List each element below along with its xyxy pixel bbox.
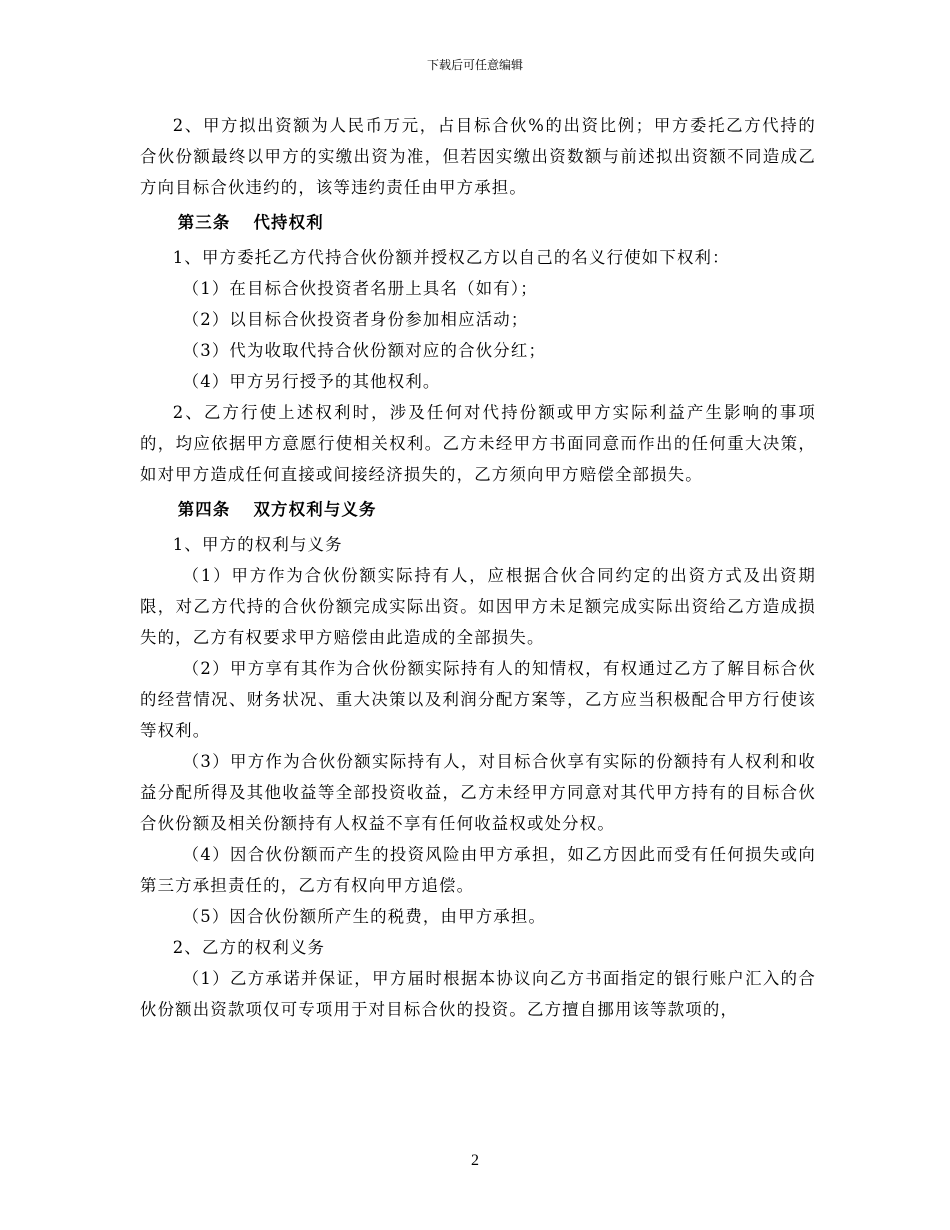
list-item: （4）因合伙份额而产生的投资风险由甲方承担，如乙方因此而受有任何损失或向第三方承担责任的，乙方有权向甲方追偿。: [140, 845, 816, 895]
paragraph: 2、甲方拟出资额为人民币万元，占目标合伙%的出资比例；甲方委托乙方代持的合伙份额最终以甲方的实缴出资为准，但若因实缴出资数额与前述拟出资额不同造成乙方向目标合伙违约的，该等违约责任由甲方承担。: [140, 116, 816, 197]
paragraph: 1、甲方的权利与义务: [172, 535, 343, 554]
page-header: 下载后可任意编辑: [426, 58, 523, 72]
list-item: （1）乙方承诺并保证，甲方届时根据本协议向乙方书面指定的银行账户汇入的合伙份额出资款项仅可专项用于对目标合伙的投资。乙方擅自挪用该等款项的，: [140, 969, 816, 1019]
list-item: （4）甲方另行授予的其他权利。: [182, 372, 441, 391]
section-number: 第四条: [177, 500, 231, 519]
list-item: （1）甲方作为合伙份额实际持有人，应根据合伙合同约定的出资方式及出资期限，对乙方代持的合伙份额完成实际出资。如因甲方未足额完成实际出资给乙方造成损失的，乙方有权要求甲方赔偿由此造成的全部损失。: [140, 566, 816, 647]
list-item: （3）代为收取代持合伙份额对应的合伙分红；: [182, 341, 547, 360]
document-body: [140, 110, 816, 1025]
list-item: （3）甲方作为合伙份额实际持有人，对目标合伙享有实际的份额持有人权利和收益分配所得及其他收益等全部投资收益，乙方未经甲方同意对其代甲方持有的目标合伙合伙份额及相关份额持有人权益不享有任何收益权或处分权。: [140, 752, 816, 833]
paragraph: 1、甲方委托乙方代持合伙份额并授权乙方以自己的名义行使如下权利：: [172, 248, 730, 267]
list-item: （2）甲方享有其作为合伙份额实际持有人的知情权，有权通过乙方了解目标合伙的经营情况、财务状况、重大决策以及利润分配方案等，乙方应当积极配合甲方行使该等权利。: [140, 659, 816, 740]
section-title: 双方权利与义务: [253, 500, 377, 519]
page-number: 2: [471, 1152, 479, 1169]
paragraph: 2、乙方行使上述权利时，涉及任何对代持份额或甲方实际利益产生影响的事项的，均应依据甲方意愿行使相关权利。乙方未经甲方书面同意而作出的任何重大决策，如对甲方造成任何直接或间接经济损失的，乙方须向甲方赔偿全部损失。: [140, 403, 816, 484]
section-title: 代持权利: [253, 213, 324, 232]
list-item: （1）在目标合伙投资者名册上具名（如有）；: [182, 279, 538, 298]
section-heading-3: [140, 207, 816, 238]
section-number: 第三条: [177, 213, 231, 232]
paragraph: 2、乙方的权利义务: [172, 938, 326, 957]
list-item: （5）因合伙份额所产生的税费，由甲方承担。: [182, 907, 547, 926]
section-heading-4: [140, 494, 816, 525]
list-item: （2）以目标合伙投资者身份参加相应活动；: [182, 310, 529, 329]
